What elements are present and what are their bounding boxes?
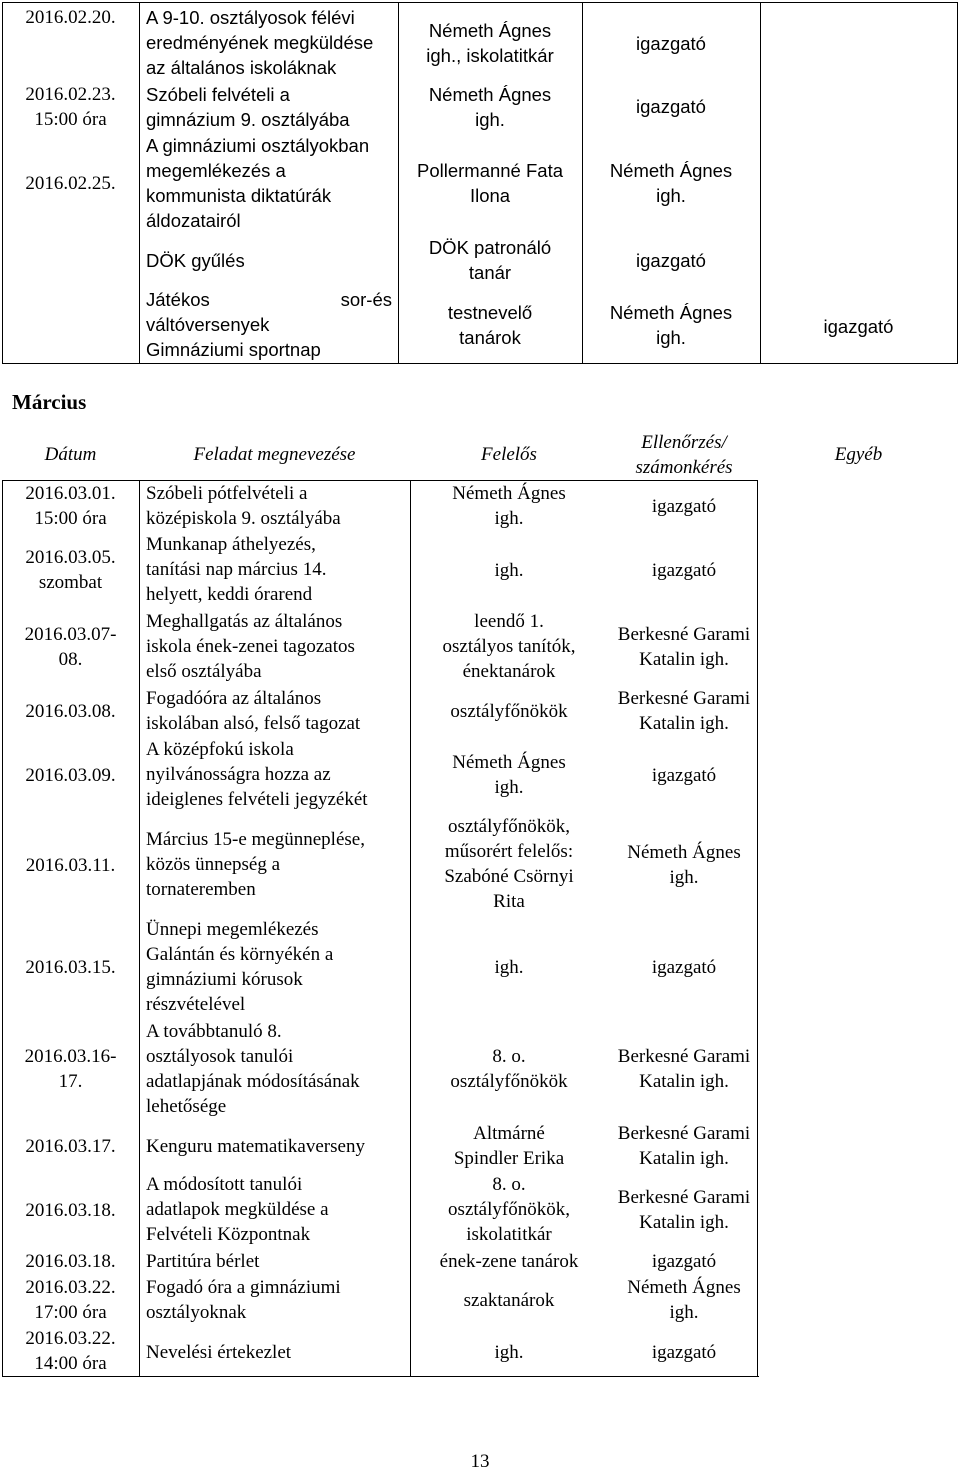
top-row-5-check: Németh Ágnes igh. [609,302,733,348]
header-responsible: Felelős [481,444,537,465]
top-row-2-check: igazgató [636,96,706,117]
march-row-1-check: igazgató [651,496,717,517]
march-row-1-responsible: Németh Ágnes igh. [452,483,566,529]
march-row-12-date: 2016.03.22. 17:00 óra [25,1277,116,1323]
top-row-1-date: 2016.02.20. [25,7,116,28]
march-row-4-check: Berkesné Garami Katalin igh. [617,688,751,734]
march-row-4-task: Fogadóóra az általános iskolában alsó, felső tagozat [146,688,361,734]
march-row-8-check: Berkesné Garami Katalin igh. [617,1046,751,1092]
march-row-10-check: Berkesné Garami Katalin igh. [617,1187,751,1233]
march-row-5-date: 2016.03.09. [25,765,116,786]
march-row-2-date: 2016.03.05. szombat [25,547,116,593]
page-number: 13 [470,1451,490,1472]
march-row-12-responsible: szaktanárok [463,1290,555,1311]
top-row-1-check: igazgató [636,33,706,54]
march-row-6-responsible: osztályfőnökök, műsorért felelős: Szabóné Csörnyi Rita [444,816,574,912]
march-row-4-date: 2016.03.08. [25,701,116,722]
march-row-6-date: 2016.03.11. [25,855,116,876]
march-row-1-task: Szóbeli pótfelvételi a középiskola 9. osztályába [146,483,341,529]
top-row-3-check: Németh Ágnes igh. [609,160,733,206]
top-row-2-task: Szóbeli felvételi a gimnázium 9. osztályába [146,84,350,130]
march-row-1-date: 2016.03.01. 15:00 óra [25,483,116,529]
march-row-13-check: igazgató [651,1342,717,1363]
march-row-13-task: Nevelési értekezlet [146,1342,292,1363]
top-row-4-responsible: DÖK patronáló tanár [428,237,552,283]
march-row-11-task: Partitúra bérlet [146,1251,260,1272]
march-row-3-check: Berkesné Garami Katalin igh. [617,624,751,670]
march-row-7-date: 2016.03.15. [25,957,116,978]
march-row-10-date: 2016.03.18. [25,1200,116,1221]
march-row-5-responsible: Németh Ágnes igh. [452,752,566,798]
march-row-2-task: Munkanap áthelyezés, tanítási nap március 14. helyett, keddi órarend [146,534,327,605]
header-other: Egyéb [834,444,883,465]
march-row-9-task: Kenguru matematikaverseny [146,1136,365,1157]
top-row-1-task: A 9-10. osztályosok félévi eredményének megküldése az általános iskoláknak [146,7,374,78]
march-row-7-task: Ünnepi megemlékezés Galántán és környékén a gimnáziumi kórusok részvételével [146,919,334,1015]
march-row-5-task: A középfokú iskola nyilvánosságra hozza az ideiglenes felvételi jegyzékét [146,739,368,810]
header-check: Ellenőrzés/ számonkérés [635,432,733,478]
march-row-4-responsible: osztályfőnökök [450,701,568,722]
top-row-3-responsible: Pollermanné Fata Ilona [416,160,564,206]
march-row-12-task: Fogadó óra a gimnáziumi osztályoknak [146,1277,341,1323]
march-row-11-responsible: ének-zene tanárok [439,1251,579,1272]
top-row-4-check: igazgató [636,250,706,271]
march-row-12-check: Németh Ágnes igh. [627,1277,741,1323]
top-row-3-task: A gimnáziumi osztályokban megemlékezés a kommunista diktatúrák áldozatairól [146,135,370,231]
march-row-7-responsible: igh. [494,957,524,978]
top-row-5-task: Játékos sor-és váltóversenyek Gimnáziumi sportnap [146,289,392,360]
march-row-8-task: A továbbtanuló 8. osztályosok tanulói adatlapjának módosításának lehetősége [146,1021,360,1117]
top-row-2-date: 2016.02.23. 15:00 óra [25,84,116,130]
march-row-3-date: 2016.03.07- 08. [24,624,117,670]
march-row-6-check: Németh Ágnes igh. [627,842,741,888]
header-date: Dátum [44,444,97,465]
march-row-3-task: Meghallgatás az általános iskola ének-zenei tagozatos első osztályába [146,611,355,682]
march-row-11-date: 2016.03.18. [25,1251,116,1272]
top-row-2-responsible: Németh Ágnes igh. [428,84,552,130]
march-row-9-check: Berkesné Garami Katalin igh. [617,1123,751,1169]
march-row-10-responsible: 8. o. osztályfőnökök, iskolatitkár [448,1174,570,1245]
march-row-2-responsible: igh. [494,560,524,581]
march-row-8-date: 2016.03.16- 17. [24,1046,117,1092]
march-row-6-task: Március 15-e megünneplése, közös ünnepség a tornateremben [146,829,365,900]
march-row-7-check: igazgató [651,957,717,978]
march-row-9-responsible: Altmárné Spindler Erika [453,1123,565,1169]
march-row-3-responsible: leendő 1. osztályos tanítók, énektanárok [442,611,576,682]
march-row-9-date: 2016.03.17. [25,1136,116,1157]
top-row-1-responsible: Németh Ágnes igh., iskolatitkár [426,20,554,66]
march-row-11-check: igazgató [651,1251,717,1272]
march-row-10-task: A módosított tanulói adatlapok megküldése a Felvételi Központnak [146,1174,329,1245]
section-title: Március [12,390,87,414]
header-task: Feladat megnevezése [193,444,356,465]
top-row-5-other: igazgató [823,316,894,337]
march-row-8-responsible: 8. o. osztályfőnökök [450,1046,568,1092]
march-row-13-responsible: igh. [494,1342,524,1363]
top-row-5-responsible: testnevelő tanárok [447,302,533,348]
top-row-4-task: DÖK gyűlés [146,250,245,271]
march-row-2-check: igazgató [651,560,717,581]
march-row-13-date: 2016.03.22. 14:00 óra [25,1328,116,1374]
top-row-3-date: 2016.02.25. [25,173,116,194]
march-row-5-check: igazgató [651,765,717,786]
